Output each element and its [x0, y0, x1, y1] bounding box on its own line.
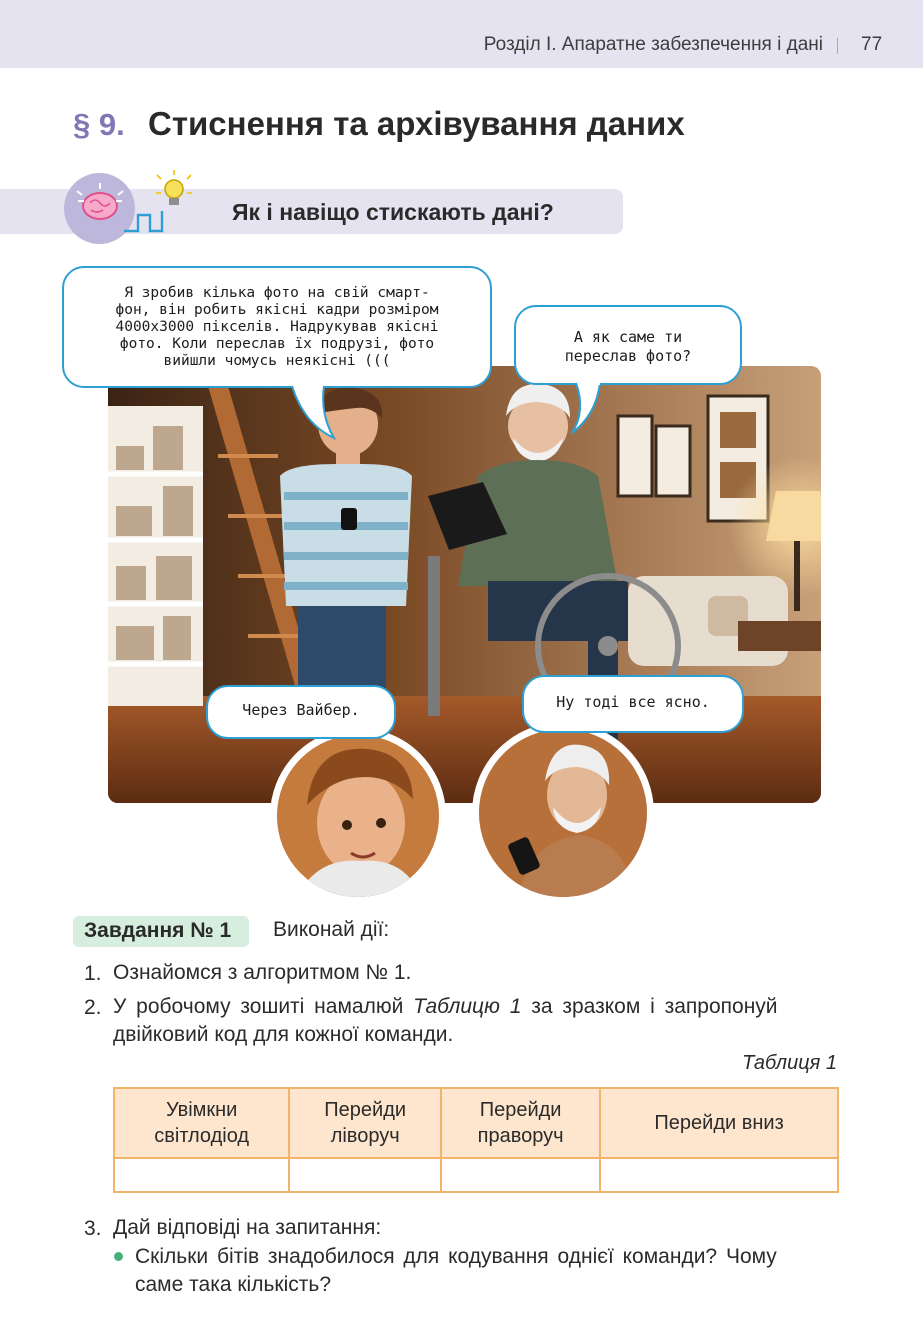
bubble-line: Я зробив кілька фото на свій смарт-	[124, 285, 430, 301]
speech-bubble-boy-photos	[62, 266, 492, 388]
bubble-tail	[290, 384, 350, 444]
table-header-cell: Перейди ліворуч	[289, 1088, 441, 1158]
bubble-line: вийшли чомусь неякісні (((	[163, 353, 391, 369]
grandpa-portrait	[472, 722, 654, 904]
table-header-row	[114, 1088, 838, 1158]
list-number: 1.	[84, 962, 102, 985]
speech-bubble-grandpa-answer	[522, 675, 744, 733]
table-header-cell: Перейди праворуч	[441, 1088, 600, 1158]
section-number: § 9.	[73, 107, 125, 142]
table-row	[114, 1158, 838, 1192]
list-item-text: двійковий код для кожної команди.	[113, 1023, 454, 1046]
speech-bubble-grandpa-question	[514, 305, 742, 385]
list-item: Дай відповіді на запитання:	[113, 1216, 382, 1239]
comic-illustration	[108, 366, 821, 803]
question-title: Як і навіщо стискають дані?	[232, 199, 554, 225]
task-badge-label: Завдання № 1	[84, 919, 232, 942]
boy-portrait	[270, 728, 446, 904]
list-number: 2.	[84, 996, 102, 1019]
speech-bubble-boy-viber	[206, 685, 396, 739]
bubble-line: Через Вайбер.	[242, 701, 360, 719]
list-item-text: У робочому зошиті намалюй	[113, 995, 414, 1018]
chapter-title: Розділ І. Апаратне забезпечення і дані	[483, 34, 823, 55]
list-item: Ознайомся з алгоритмом № 1.	[113, 961, 412, 984]
bullet-icon	[114, 1252, 123, 1261]
section-title: Стиснення та архівування даних	[148, 105, 685, 142]
header-divider	[837, 38, 838, 54]
table-header-cell: Увімкни світлодіод	[114, 1088, 289, 1158]
table-reference: Таблицю 1	[413, 995, 522, 1018]
bullet-text: саме така кількість?	[135, 1273, 331, 1296]
bubble-line: фон, він робить якісні кадри розміром	[115, 302, 439, 318]
bubble-line: переслав фото?	[564, 347, 692, 365]
page-header	[0, 0, 923, 68]
table-header-cell: Перейди вниз	[600, 1088, 838, 1158]
bubble-line: А як саме ти	[573, 328, 683, 346]
bubble-line: Ну тоді все ясно.	[556, 693, 710, 711]
task-intro: Виконай дії:	[273, 918, 390, 941]
bullet-item	[135, 1243, 839, 1299]
table-cell	[600, 1158, 838, 1192]
bubble-line: 4000х3000 пікселів. Надрукував якісні	[115, 319, 439, 335]
table-cell	[441, 1158, 600, 1192]
page-number: 77	[861, 34, 883, 55]
brain-lightbulb-icon	[64, 173, 135, 244]
list-number: 3.	[84, 1217, 102, 1240]
table-caption: Таблиця 1	[742, 1052, 837, 1074]
bubble-line: фото. Коли переслав їх подрузі, фото	[119, 336, 435, 352]
commands-table	[113, 1087, 839, 1193]
bullet-text: Скільки бітів знадобилося для кодування однієї команди? Чому	[135, 1245, 777, 1268]
table-cell	[289, 1158, 441, 1192]
task-badge	[73, 916, 249, 947]
list-item-text: за зразком і запропонуй	[521, 995, 778, 1018]
list-item	[113, 993, 839, 1049]
table-cell	[114, 1158, 289, 1192]
bubble-tail	[570, 381, 610, 437]
